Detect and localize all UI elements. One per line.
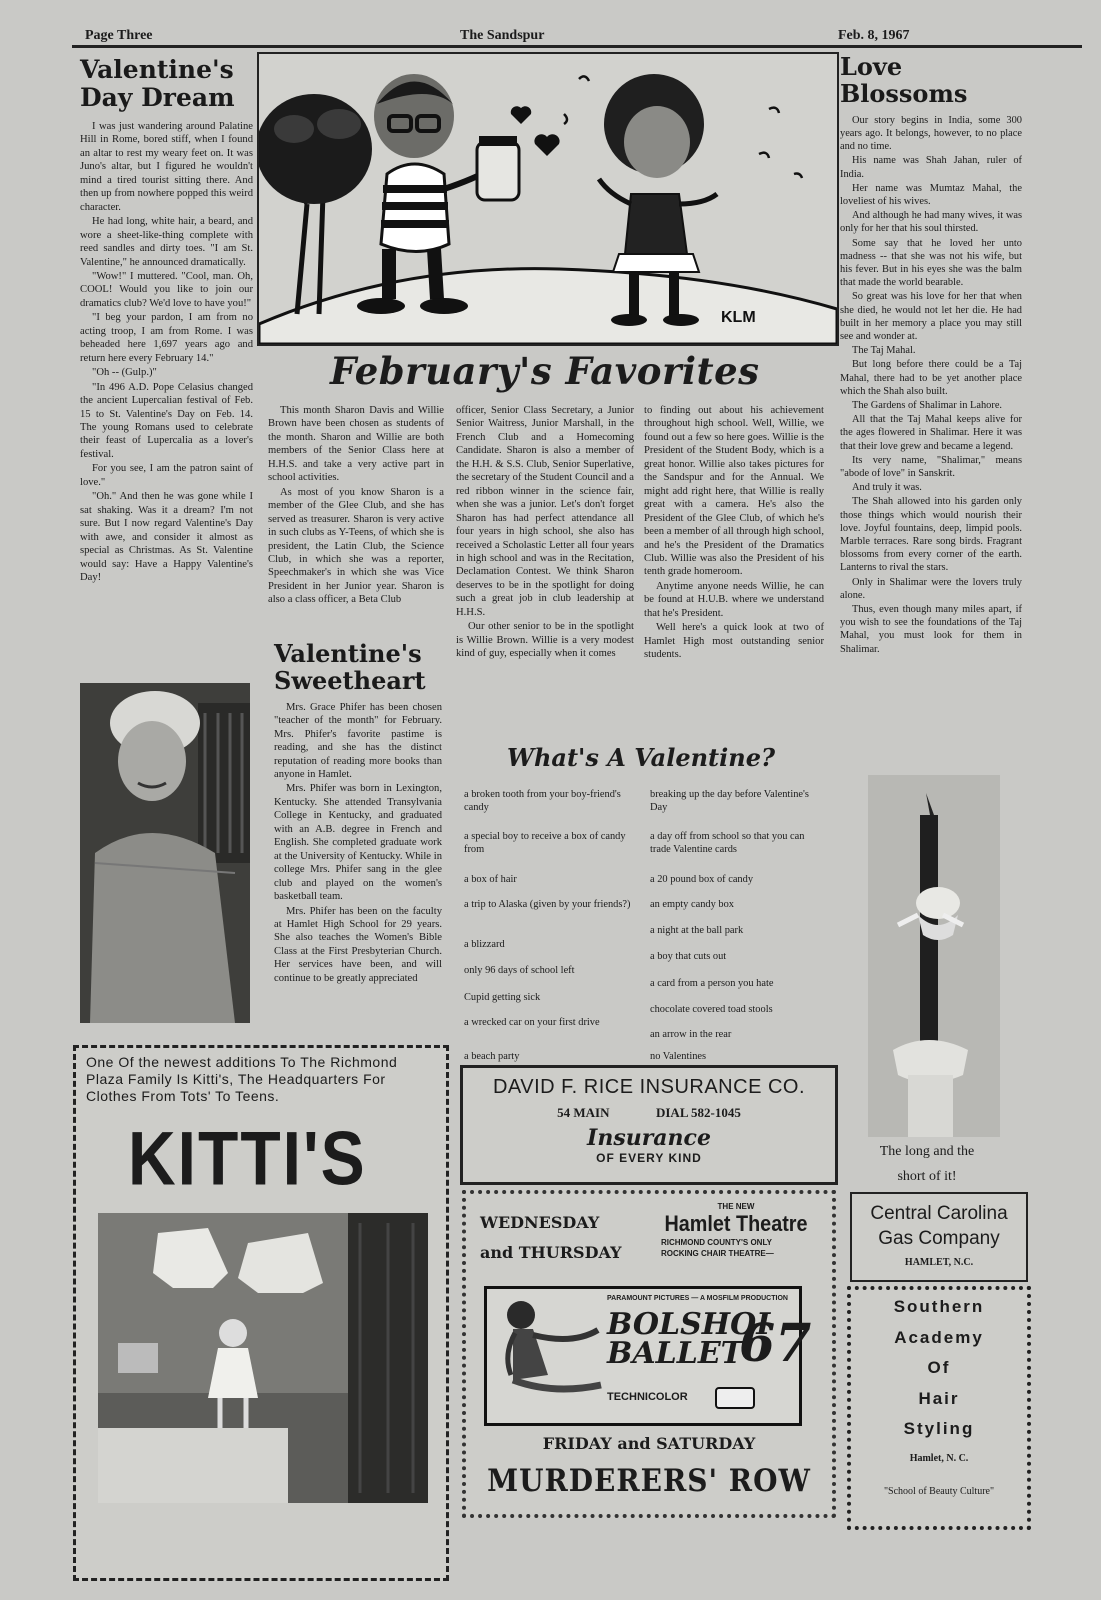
love-paragraph: Only in Shalimar were the lovers truly alone. — [840, 576, 1022, 601]
sweetheart-headline — [274, 641, 442, 695]
cartoon-drawing — [259, 54, 837, 344]
theatre-days-1-line-2: and THURSDAY — [480, 1243, 622, 1263]
rice-insurance-ad — [460, 1065, 838, 1185]
header-rule — [72, 45, 1082, 48]
candle-caption — [852, 1140, 1002, 1189]
academy-motto: "School of Beauty Culture" — [883, 1485, 995, 1497]
daydream-paragraph: He had long, white hair, a beard, and wore a sheet-like-thing complete with reed sandles and dirty toes. "I am St. Valentine," he announced dramatically. — [80, 216, 253, 268]
list-item: a boy that cuts out — [650, 951, 727, 962]
daydream-paragraph: "I beg your pardon, I am from no acting troop, I am from Rome. I was beheaded here 1,697 years ago and return here every February 14." — [80, 312, 253, 364]
favorites-paragraph: officer, Senior Class Secretary, a Junior Senior Waitress, Junior Marshall, in the French Club and a Homecoming Candidate. Sharon is also a member of the H.H. & S.S. Club, Senior Superlative, the secretary of the Student Council and a red ribbon winner in the science fair, when she was a junior. Let's don't forget Sharon has had perfect attendance all four years in high school, she also has received a Scholastic Letter all four years in high school and was in the Recitation, Declamation Contest. We think Sharon deserves to be in the spotlight for doing such a great job in club leadership at H.H.S. — [456, 405, 634, 618]
love-paragraph: Its very name, "Shalimar," means "abode of love" in Sanskrit. — [840, 454, 1022, 480]
sweetheart-title-2: Sweetheart — [274, 665, 426, 695]
love-paragraph: The Shah allowed into his garden only those things which would nourish their love. Joyful fountains, deep, limpid pools. Marble terraces. Rare song birds. Fragrant blossoms from every corner of the earth. Lanterns to rival the stars. — [840, 496, 1022, 574]
love-paragraph: And although he had many wives, it was only for her that his soul thirsted. — [840, 210, 1022, 235]
list-item: an empty candy box — [650, 899, 734, 910]
gas-name — [852, 1202, 1026, 1251]
technicolor-label: TECHNICOLOR — [607, 1391, 688, 1403]
teacher-photo — [80, 683, 250, 1023]
academy-line: Styling — [903, 1419, 975, 1439]
bolshoi-title-line-2: BALLET — [607, 1335, 744, 1371]
list-item: only 96 days of school left — [464, 965, 575, 976]
hair-academy-ad — [847, 1286, 1031, 1530]
love-paragraph: Our story begins in India, some 300 years ago. It belongs, however, to no place and no time. — [840, 114, 1022, 153]
academy-name — [851, 1292, 1027, 1445]
rice-contact — [463, 1105, 835, 1121]
cartoon-signature: KLM — [721, 309, 756, 326]
love-body — [840, 114, 1022, 656]
hamlet-theatre-ad — [462, 1190, 836, 1518]
sweetheart-body — [274, 701, 442, 986]
dancer-image — [493, 1295, 603, 1415]
daydream-title-2: Day Dream — [80, 83, 235, 112]
daydream-article — [80, 56, 253, 585]
gas-name-line-1: Central Carolina — [870, 1203, 1008, 1224]
love-paragraph: Her name was Mumtaz Mahal, the loveliest of his wives. — [840, 182, 1022, 207]
theatre-sub-line-2: ROCKING CHAIR THEATRE— — [661, 1249, 774, 1259]
newspaper-name: The Sandspur — [460, 28, 545, 43]
rice-phone: DIAL 582-1045 — [655, 1105, 741, 1120]
love-paragraph: His name was Shah Jahan, ruler of India. — [840, 155, 1022, 180]
academy-line: Of — [927, 1358, 951, 1378]
valentine-list-left — [464, 788, 644, 1062]
candle-photo — [868, 775, 1000, 1137]
bolshoi-year: 67 — [739, 1313, 812, 1374]
gas-town: HAMLET, N.C. — [904, 1257, 974, 1269]
favorites-column-1 — [268, 404, 444, 608]
favorites-column-3 — [644, 404, 824, 663]
favorites-headline: February's Favorites — [330, 349, 760, 393]
love-paragraph: And truly it was. — [852, 482, 922, 494]
list-item: a box of hair — [464, 874, 517, 885]
sweetheart-title-1: Valentine's — [274, 639, 422, 668]
list-item: a trip to Alaska (given by your friends?) — [464, 899, 631, 910]
love-paragraph: The Gardens of Shalimar in Lahore. — [852, 400, 1003, 412]
daydream-paragraph: For you see, I am the patron saint of love." — [80, 463, 253, 488]
daydream-paragraph: "Wow!" I muttered. "Cool, man. Oh, COOL! Would you like to join our dramatics club? We'd love to have you!" — [80, 270, 253, 309]
daydream-paragraph: "Oh." And then he was gone while I sat shaking. Was it a dream? I'm not sure. But I now regard Valentine's Day with awe, and consider it almost as special as Christmas. As St. Valentine would say: Have a Happy Valentine's Day! — [80, 491, 253, 583]
valentine-list-right — [650, 788, 830, 1062]
daydream-title-1: Valentine's — [80, 55, 234, 84]
rice-script: Insurance — [587, 1125, 711, 1151]
list-item: an arrow in the rear — [650, 1029, 732, 1040]
favorites-paragraph: This month Sharon Davis and Willie Brown have been chosen as students of the month. Sharon and Willie are both members of the Senior Class here at H.H.S. and take a very active part in school activities. — [268, 405, 444, 484]
list-item: Cupid getting sick — [464, 992, 541, 1003]
list-item: a blizzard — [464, 939, 505, 950]
favorites-paragraph: Anytime anyone needs Willie, he can be found at H.U.B. where we understand that he's President. — [644, 580, 824, 619]
love-title-2: Blossoms — [840, 78, 968, 108]
love-paragraph: All that the Taj Mahal keeps alive for the ages flowered in Shalimar. Here it was that their love grew and became a legend. — [840, 414, 1022, 452]
list-item: a day off from school so that you can trade Valentine cards — [650, 831, 805, 855]
academy-line: Academy — [894, 1327, 984, 1347]
sweetheart-paragraph: Mrs. Phifer was born in Lexington, Kentucky. She attended Transylvania College in Kentucky, and graduated with an A.B. degree in French and English. She completed graduate work at the University of Kentucky. While in college Mrs. Phifer sang in the glee club and played on the women's basketball team. — [274, 783, 442, 903]
favorites-paragraph: Well here's a quick look at two of Hamlet High most outstanding senior students. — [644, 622, 824, 661]
candle-image — [868, 775, 1000, 1137]
favorites-column-2 — [456, 404, 634, 662]
daydream-paragraph: "In 496 A.D. Pope Celasius changed the ancient Lupercalian festival of Feb. 15 to St. Valentine's Day on Feb. 14. The young Romans used to celebrate their feast of Lupercalia as a lover's festival. — [80, 381, 253, 460]
love-paragraph: So great was his love for her that when she died, he would not let her die. He had built in her memory a place you may still see and wonder at. — [840, 291, 1022, 342]
list-item: chocolate covered toad stools — [650, 1004, 773, 1015]
theatre-sub — [651, 1237, 821, 1259]
daydream-paragraph: I was just wandering around Palatine Hill in Rome, bored stiff, when I found an altar to rest my weary feet on. It was Juno's altar, but I figured he wouldn't mind a tired tourist sitting there. And then up from nowhere popped this weird character. — [80, 121, 253, 213]
candle-caption-line-2: short of it! — [897, 1168, 957, 1184]
list-item: a special boy to receive a box of candy from — [464, 831, 626, 855]
kittis-ad — [73, 1045, 449, 1581]
page-number: Page Three — [85, 28, 153, 43]
sweetheart-paragraph: Mrs. Grace Phifer has been chosen "teacher of the month" for February. Mrs. Phifer's favorite pastime is reading, and she has the distinct reputation of reading more books than anyone in Hamlet. — [274, 701, 442, 781]
favorites-paragraph: to finding out about his achievement throughout high school. Well, Willie, we found out a few so here goes. Willie is the President of the Student Body, which is a great honor. Willie also takes pictures for the Sandspur and for the Annual. We might add right here, that Willie is really great with a camera. He's also the President of the Glee Club, of which he's been a member of all through high school, and he's the President of the Dramatics Club. Willie was also the President of his tenth grade homeroom. — [644, 405, 824, 578]
list-item: a wrecked car on your first drive — [464, 1017, 600, 1028]
love-headline — [840, 54, 1022, 108]
theatre-sub-line-1: RICHMOND COUNTY'S ONLY — [661, 1238, 772, 1247]
love-paragraph: Some say that he loved her unto madness -- that she was not his wife, but his fever. But in his eyes she was the balm that made the world bearable. — [840, 237, 1022, 289]
candle-caption-line-1: The long and the — [879, 1144, 975, 1159]
rice-name: DAVID F. RICE INSURANCE CO. — [492, 1076, 806, 1098]
theatre-days-1 — [480, 1208, 622, 1269]
academy-town: Hamlet, N. C. — [909, 1452, 969, 1464]
list-item: a 20 pound box of candy — [650, 874, 754, 885]
issue-date: Feb. 8, 1967 — [838, 28, 910, 43]
paramount-credit: PARAMOUNT PICTURES — A MOSFILM PRODUCTION — [607, 1295, 788, 1302]
kittis-tagline: One Of the newest additions To The Richmond Plaza Family Is Kitti's, The Headquarters For Clothes From Tots' To Teens. — [86, 1054, 398, 1104]
gas-name-line-2: Gas Company — [878, 1227, 1000, 1249]
list-item: a beach party — [464, 1051, 520, 1062]
bolshoi-poster — [484, 1286, 812, 1426]
dancer-photo — [493, 1295, 603, 1415]
gas-company-ad — [850, 1192, 1028, 1282]
list-item: a night at the ball park — [650, 925, 744, 936]
theatre-name: Hamlet Theatre — [664, 1211, 808, 1236]
love-paragraph: Thus, even though many miles apart, if you wish to see the foundations of the Taj Mahal, you must look for them in Shalimar. — [840, 604, 1022, 655]
daydream-paragraph: "Oh -- (Gulp.)" — [92, 367, 157, 379]
academy-line: Hair — [918, 1388, 960, 1408]
valentine-cartoon — [257, 52, 839, 346]
theatre-new: THE NEW — [717, 1202, 755, 1211]
kittis-photo-image — [98, 1213, 428, 1503]
daydream-headline — [80, 56, 253, 112]
academy-line: Southern — [893, 1297, 985, 1316]
bolshoi-title-line-1: BOLSHOI — [607, 1307, 771, 1342]
murderers-row-title: MURDERERS' ROW — [487, 1462, 811, 1499]
list-item: breaking up the day before Valentine's Day — [650, 789, 809, 813]
kittis-store-photo — [98, 1213, 428, 1503]
theatre-days-2: FRIDAY and SATURDAY — [542, 1434, 756, 1453]
love-title-1: Love — [840, 52, 903, 81]
sweetheart-paragraph: Mrs. Phifer has been on the faculty at Hamlet High School for 29 years. She also teaches the Women's Bible Class at the First Presbyterian Church. Her services have been, and will continue to be greatly appreciated — [274, 905, 442, 984]
teacher-photo-image — [80, 683, 250, 1023]
theatre-logo — [651, 1202, 821, 1259]
kittis-logo: KITTI'S — [128, 1115, 367, 1201]
sweetheart-article — [274, 641, 442, 986]
favorites-paragraph: Our other senior to be in the spotlight is Willie Brown. Willie is a very modest kind of guy, especially when it comes — [456, 621, 634, 660]
valentine-list-headline: What's A Valentine? — [507, 743, 776, 772]
theatre-days-1-line-1: WEDNESDAY — [480, 1213, 600, 1232]
rice-kind: OF EVERY KIND — [596, 1151, 702, 1165]
rice-address: 54 MAIN — [557, 1105, 610, 1120]
love-article — [840, 54, 1022, 657]
love-paragraph: But long before there could be a Taj Mahal, there had to be yet another place which the Shah also built. — [840, 359, 1022, 397]
love-paragraph: The Taj Mahal. — [852, 345, 916, 357]
favorites-paragraph: As most of you know Sharon is a member of the Glee Club, and she has served as treasurer. Sharon is very active in such clubs as Y-Teens, of which she is president, the Latin Club, the Science Club, in which she was a reporter, Speechmaker's in which she was Vice President in her Junior year. Sharon is also a class officer, a Beta Club — [268, 486, 444, 606]
list-item: a broken tooth from your boy-friend's candy — [464, 789, 621, 813]
daydream-body — [80, 120, 253, 584]
paramount-logo-icon — [715, 1387, 755, 1409]
list-item: a card from a person you hate — [650, 978, 774, 989]
list-item: no Valentines — [650, 1051, 707, 1062]
